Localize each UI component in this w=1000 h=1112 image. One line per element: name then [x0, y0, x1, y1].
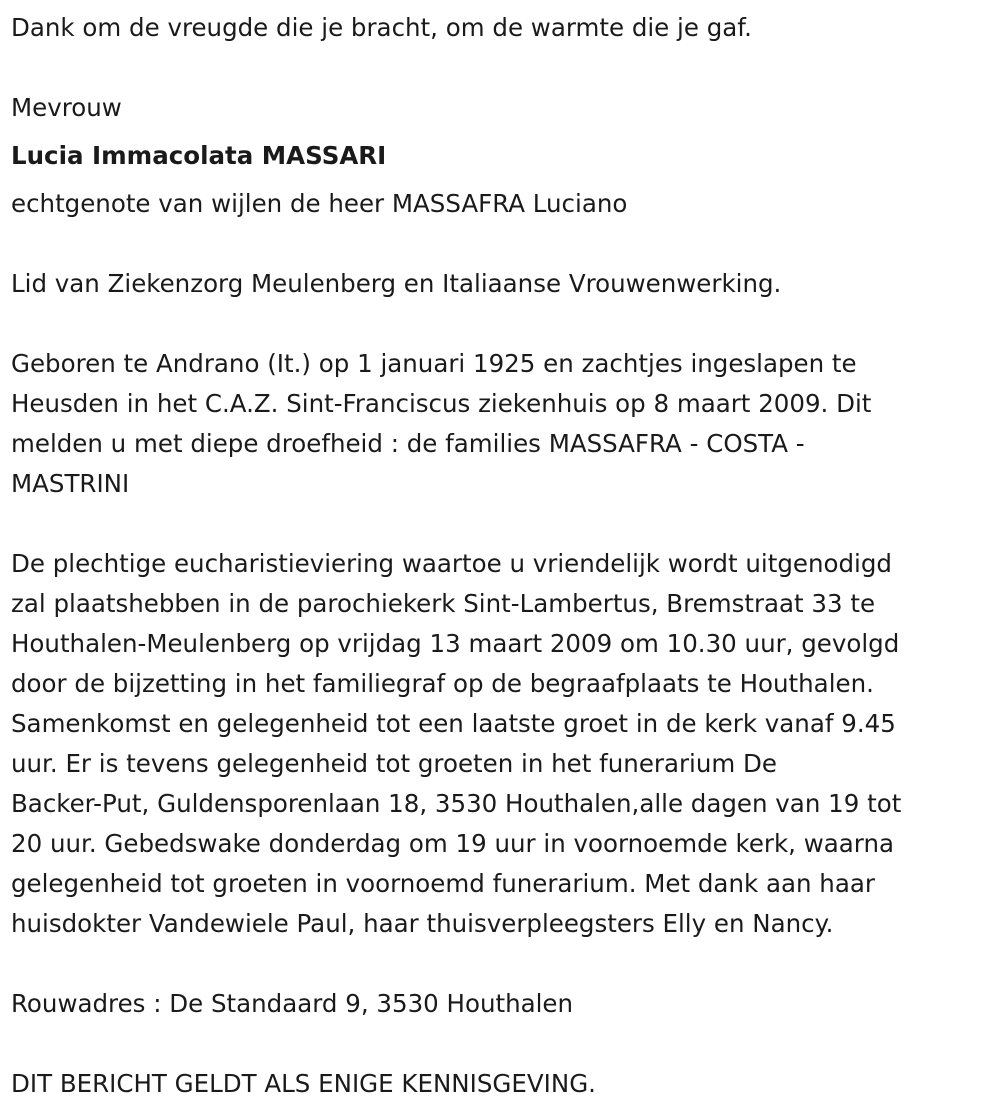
- closing-line: DIT BERICHT GELDT ALS ENIGE KENNISGEVING.: [11, 1069, 596, 1098]
- membership-line: Lid van Ziekenzorg Meulenberg en Italiaanse Vrouwenwerking.: [11, 269, 782, 298]
- opening-line: Dank om de vreugde die je bracht, om de warmte die je gaf.: [11, 13, 752, 42]
- deceased-name: Lucia Immacolata MASSARI: [11, 141, 387, 170]
- spouse-line: echtgenote van wijlen de heer MASSAFRA Luciano: [11, 189, 628, 218]
- salutation: Mevrouw: [11, 93, 122, 122]
- mourning-address: Rouwadres : De Standaard 9, 3530 Houthalen: [11, 989, 574, 1018]
- death-notice: [11, 8, 986, 1104]
- birth-death-paragraph: Geboren te Andrano (It.) op 1 januari 1925 en zachtjes ingeslapen te Heusden in het C.A.Z. Sint-Franciscus ziekenhuis op 8 maart 2009. Dit melden u met diepe droefheid : de families MASSAFRA - COSTA - MASTRINI: [11, 349, 872, 498]
- ceremony-paragraph: De plechtige eucharistieviering waartoe u vriendelijk wordt uitgenodigd zal plaatshebben in de parochiekerk Sint-Lambertus, Bremstraat 33 te Houthalen-Meulenberg op vrijdag 13 maart 2009 om 10.30 uur, gevolgd door de bijzetting in het familiegraf op de begraafplaats te Houthalen. Samenkomst en gelegenheid tot een laatste groet in de kerk vanaf 9.45 uur. Er is tevens gelegenheid tot groeten in het funerarium De Backer-Put, Guldensporenlaan 18, 3530 Houthalen,alle dagen van 19 tot 20 uur. Gebedswake donderdag om 19 uur in voornoemde kerk, waarna gelegenheid tot groeten in voornoemd funerarium. Met dank aan haar huisdokter Vandewiele Paul, haar thuisverpleegsters Elly en Nancy.: [11, 549, 902, 938]
